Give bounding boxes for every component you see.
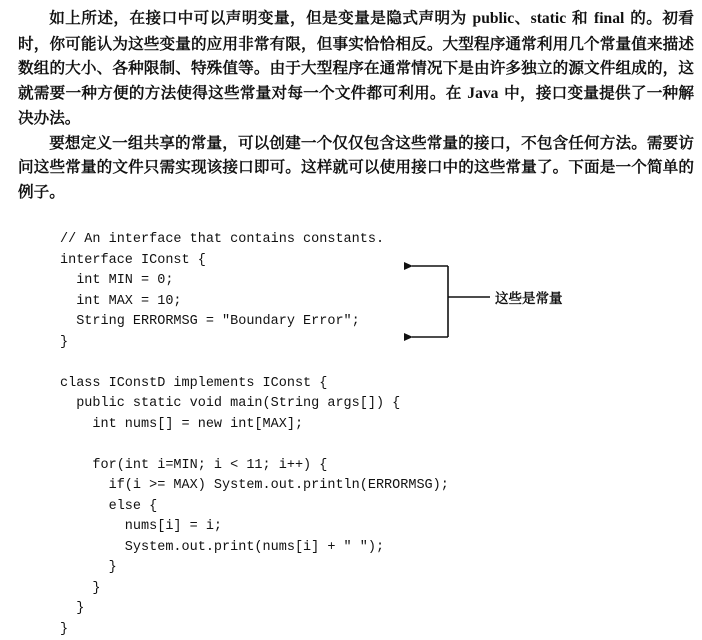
- code-line: nums[i] = i;: [60, 517, 540, 538]
- keyword-static: static: [531, 10, 567, 27]
- code-listing: [60, 230, 540, 640]
- paragraph-intro-part-1: 如上所述，在接口中可以声明变量，但是变量是隐式声明为: [49, 8, 472, 27]
- keyword-public: public: [473, 10, 515, 27]
- code-line: interface IConst {: [60, 251, 540, 272]
- code-line: }: [60, 558, 540, 579]
- code-line: [60, 353, 540, 374]
- code-line: else {: [60, 497, 540, 518]
- code-line: [60, 435, 540, 456]
- code-line: int MIN = 0;: [60, 271, 540, 292]
- code-line: System.out.print(nums[i] + " ");: [60, 538, 540, 559]
- paragraph-shared-constants: 要想定义一组共享的常量，可以创建一个仅仅包含这些常量的接口，不包含任何方法。需要访问这些常量的文件只需实现该接口即可。这样就可以使用接口中的这些常量了。下面是一个简单的例子。: [18, 131, 694, 205]
- paragraph-intro-part-2: 、: [514, 8, 531, 27]
- code-line: class IConstD implements IConst {: [60, 374, 540, 395]
- code-line: }: [60, 620, 540, 640]
- code-line: int MAX = 10;: [60, 292, 540, 313]
- paragraph-intro: [18, 6, 694, 131]
- code-line: }: [60, 333, 540, 354]
- code-line: }: [60, 599, 540, 620]
- code-line: // An interface that contains constants.: [60, 230, 540, 251]
- keyword-final: final: [594, 10, 624, 27]
- paragraph-intro-part-4: 的。初看时，你可能认为这些变量的应用非常有限，但事实恰恰相反。大型程序通常利用几个常量值来描述数组的大小、各种限制、特殊值等。由于大型程序在通常情况下是由许多独立的源文件组成的，这就需要一种方便的方法使得这些常量对每一个文件都可利用。在: [18, 8, 694, 102]
- code-line: for(int i=MIN; i < 11; i++) {: [60, 456, 540, 477]
- code-line: String ERRORMSG = "Boundary Error";: [60, 312, 540, 333]
- code-line: public static void main(String args[]) {: [60, 394, 540, 415]
- code-line: int nums[] = new int[MAX];: [60, 415, 540, 436]
- paragraph-intro-part-5: 中，接口变量提供了一种解决办法。: [18, 83, 694, 128]
- paragraph-intro-part-3: 和: [566, 8, 594, 27]
- code-line: if(i >= MAX) System.out.println(ERRORMSG);: [60, 476, 540, 497]
- keyword-java: Java: [467, 85, 498, 102]
- constants-annotation-label: 这些是常量: [495, 287, 563, 307]
- prose-text: [18, 6, 694, 204]
- code-line: }: [60, 579, 540, 600]
